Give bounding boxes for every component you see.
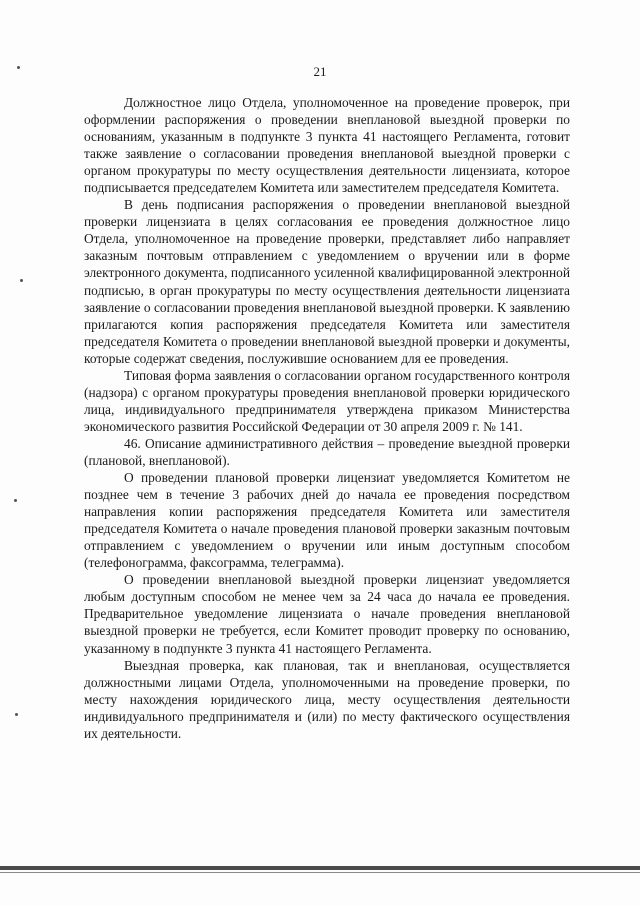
- scan-speck: [20, 279, 23, 282]
- page-bottom-rule: [0, 872, 640, 873]
- paragraph-onsite-inspection-location: Выездная проверка, как плановая, так и внеплановая, осуществляется должностными лицами Отдела, уполномоченными на проведение проверки, по месту нахождения юридического лица, месту осуществления деятельности индивидуального предпринимателя и (или) по месту фактического осуществления их деятельности.: [84, 657, 570, 741]
- paragraph-prosecutor-application-prep: Должностное лицо Отдела, уполномоченное на проведение проверок, при оформлении распоряжения о проведении внеплановой выездной проверки по основаниям, указанным в подпункте 3 пункта 41 настоящего Регламента, готовит также заявление о согласовании проведения внеплановой выездной проверки с органом прокуратуры по месту осуществления деятельности лицензиата, которое подписывается председателем Комитета или заместителем председателя Комитета.: [84, 95, 570, 196]
- scan-speck: [14, 499, 17, 502]
- page-number: 21: [313, 64, 327, 79]
- paragraph-standard-application-form: Типовая форма заявления о согласовании органом государственного контроля (надзора) с органом прокуратуры проведения внеплановой проверки юридического лица, индивидуального предпринимателя утверждена приказом Министерства экономического развития Российской Федерации от 30 апреля 2009 г. № 141.: [84, 367, 570, 434]
- paragraph-prosecutor-application-submission: В день подписания распоряжения о проведении внеплановой выездной проверки лицензиата в целях согласования ее проведения должностное лицо Отдела, уполномоченное на проведение проверки, представляет либо направляет заказным почтовым отправлением с уведомлением о вручении или в форме электронного документа, подписанного усиленной квалифицированной электронной подписью, в орган прокуратуры по месту осуществления деятельности лицензиата заявление о согласовании проведения внеплановой выездной проверки. К заявлению прилагаются копия распоряжения председателя Комитета или заместителя председателя Комитета о проведении внеплановой выездной проверки и документы, которые содержат сведения, послужившие основанием для ее проведения.: [84, 197, 570, 366]
- page-bottom-rule: [0, 866, 640, 870]
- paragraph-planned-inspection-notice: О проведении плановой проверки лицензиат уведомляется Комитетом не позднее чем в течение 3 рабочих дней до начала ее проведения посредством направления копии распоряжения председателя Комитета или заместителя председателя Комитета о начале проведения плановой проверки заказным почтовым отправлением с уведомлением о вручении или иным доступным способом (телефонограмма, факсограмма, телеграмма).: [84, 470, 570, 571]
- scan-speck: [15, 713, 18, 716]
- paragraph-unplanned-inspection-notice: О проведении внеплановой выездной проверки лицензиат уведомляется любым доступным способом не менее чем за 24 часа до начала ее проведения. Предварительное уведомление лицензиата о начале проведения внеплановой выездной проверки не требуется, если Комитет проводит проверку по основанию, указанному в подпункте 3 пункта 41 настоящего Регламента.: [84, 572, 570, 656]
- scan-speck: [17, 66, 20, 69]
- document-body: [84, 94, 570, 742]
- paragraph-section-46-heading: 46. Описание административного действия – проведение выездной проверки (плановой, внеплановой).: [84, 435, 570, 468]
